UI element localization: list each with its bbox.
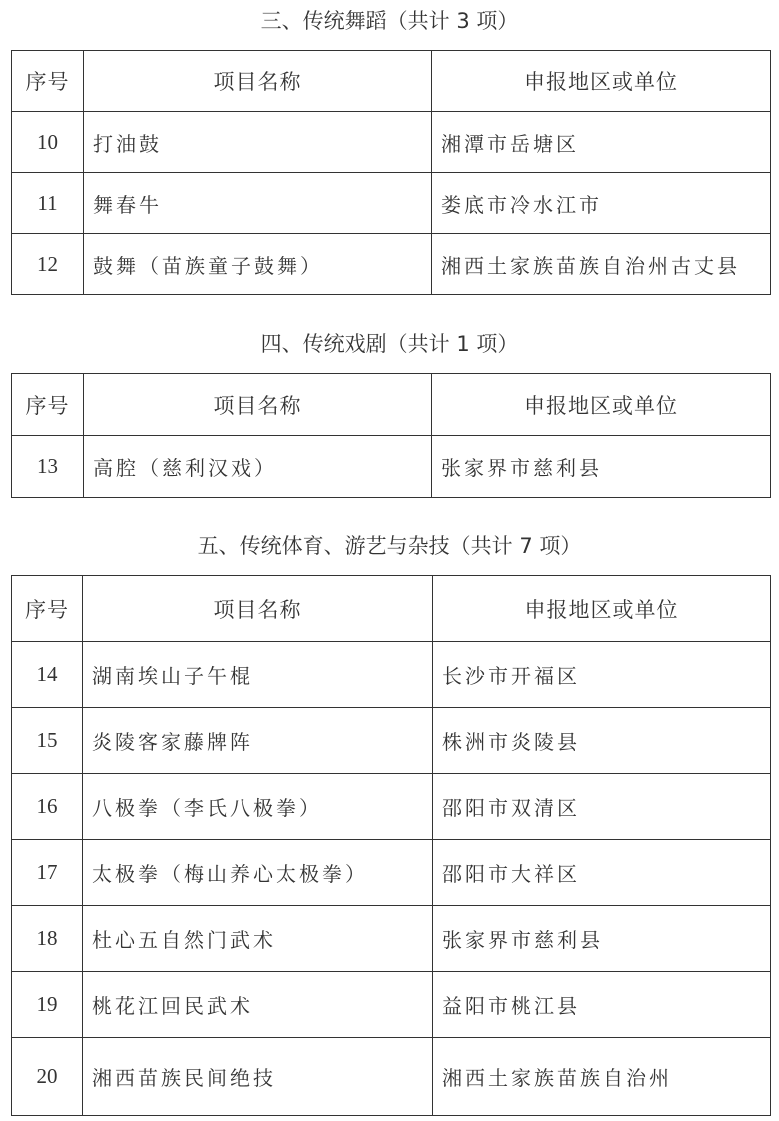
table-row [12, 436, 771, 498]
header-region: 申报地区或单位 [433, 576, 771, 642]
section-table [11, 373, 771, 498]
row-project-name: 太极拳（梅山养心太极拳） [83, 840, 433, 906]
row-number: 13 [12, 436, 84, 498]
row-number: 19 [12, 972, 83, 1038]
row-project-name: 打油鼓 [84, 112, 432, 173]
row-number: 14 [12, 642, 83, 708]
header-number: 序号 [12, 374, 84, 436]
table-row [12, 1038, 771, 1116]
row-project-name: 桃花江回民武术 [83, 972, 433, 1038]
section-table [11, 50, 771, 295]
row-region: 湘西土家族苗族自治州 [433, 1038, 771, 1116]
table-header-row [12, 374, 771, 436]
table-row [12, 708, 771, 774]
row-number: 10 [12, 112, 84, 173]
row-number: 18 [12, 906, 83, 972]
row-region: 长沙市开福区 [433, 642, 771, 708]
section-title: 三、传统舞蹈（共计 3 项） [260, 9, 519, 33]
row-project-name: 湖南埃山子午棍 [83, 642, 433, 708]
table-header-row [12, 51, 771, 112]
table-header-row [12, 576, 771, 642]
header-number: 序号 [12, 576, 83, 642]
row-number: 11 [12, 173, 84, 234]
table-row [12, 840, 771, 906]
row-project-name: 高腔（慈利汉戏） [84, 436, 432, 498]
row-region: 张家界市慈利县 [432, 436, 771, 498]
table-row [12, 112, 771, 173]
row-project-name: 炎陵客家藤牌阵 [83, 708, 433, 774]
table-row [12, 173, 771, 234]
row-project-name: 八极拳（李氏八极拳） [83, 774, 433, 840]
row-region: 邵阳市双清区 [433, 774, 771, 840]
section-table [11, 575, 771, 1116]
row-region: 株洲市炎陵县 [433, 708, 771, 774]
row-number: 17 [12, 840, 83, 906]
section-title: 五、传统体育、游艺与杂技（共计 7 项） [197, 534, 582, 558]
row-region: 邵阳市大祥区 [433, 840, 771, 906]
header-project-name: 项目名称 [83, 576, 433, 642]
row-region: 湘潭市岳塘区 [432, 112, 771, 173]
table-row [12, 234, 771, 295]
row-number: 20 [12, 1038, 83, 1116]
section-title: 四、传统戏剧（共计 1 项） [260, 332, 519, 356]
header-region: 申报地区或单位 [432, 51, 771, 112]
row-number: 15 [12, 708, 83, 774]
header-number: 序号 [12, 51, 84, 112]
row-project-name: 舞春牛 [84, 173, 432, 234]
header-project-name: 项目名称 [84, 51, 432, 112]
row-region: 张家界市慈利县 [433, 906, 771, 972]
row-number: 16 [12, 774, 83, 840]
table-row [12, 972, 771, 1038]
row-region: 湘西土家族苗族自治州古丈县 [432, 234, 771, 295]
row-number: 12 [12, 234, 84, 295]
row-region: 娄底市冷水江市 [432, 173, 771, 234]
header-region: 申报地区或单位 [432, 374, 771, 436]
row-project-name: 湘西苗族民间绝技 [83, 1038, 433, 1116]
header-project-name: 项目名称 [84, 374, 432, 436]
row-project-name: 鼓舞（苗族童子鼓舞） [84, 234, 432, 295]
row-project-name: 杜心五自然门武术 [83, 906, 433, 972]
table-row [12, 906, 771, 972]
row-region: 益阳市桃江县 [433, 972, 771, 1038]
table-row [12, 642, 771, 708]
table-row [12, 774, 771, 840]
